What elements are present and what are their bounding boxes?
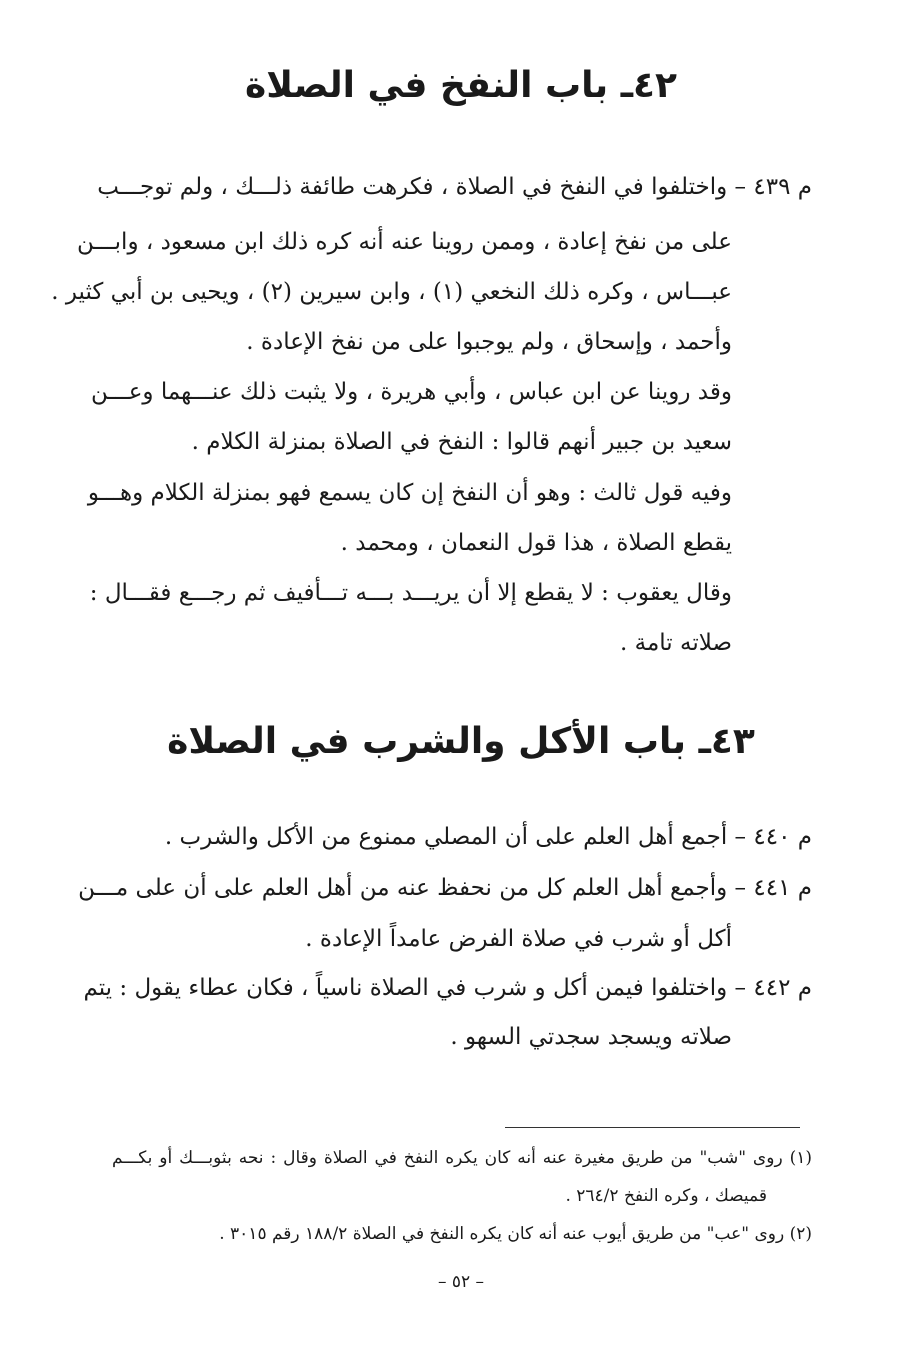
paragraph-line: م ٤٣٩ – واختلفوا في النفخ في الصلاة ، فكرهت طائفة ذلـــك ، ولم توجـــب (97, 174, 812, 200)
paragraph-line: م ٤٤١ – وأجمع أهل العلم كل من نحفظ عنه من أهل العلم على أن على مـــن (78, 875, 812, 901)
paragraph-line: م ٤٤٠ – أجمع أهل العلم على أن المصلي ممنوع من الأكل والشرب . (164, 824, 812, 850)
paragraph-line: صلاته تامة . (620, 630, 732, 656)
paragraph-line: أكل أو شرب في صلاة الفرض عامداً الإعادة . (305, 926, 732, 952)
paragraph-line: وأحمد ، وإسحاق ، ولم يوجبوا على من نفخ الإعادة . (246, 329, 732, 355)
footnote-divider (505, 1127, 800, 1128)
page-number: – ٥٢ – (437, 1272, 485, 1292)
section-heading-42: ٤٢ـ باب النفخ في الصلاة (245, 65, 677, 106)
paragraph-line: سعيد بن جبير أنهم قالوا : النفخ في الصلاة بمنزلة الكلام . (191, 429, 732, 455)
paragraph-line: يقطع الصلاة ، هذا قول النعمان ، ومحمد . (340, 530, 732, 556)
paragraph-line: وقال يعقوب : لا يقطع إلا أن يريـــد بـــه تـــأفيف ثم رجـــع فقـــال : (89, 580, 732, 606)
section-heading-43: ٤٣ـ باب الأكل والشرب في الصلاة (167, 721, 755, 762)
paragraph-line: وقد روينا عن ابن عباس ، وأبي هريرة ، ولا يثبت ذلك عنـــهما وعـــن (90, 379, 732, 405)
paragraph-line: عبـــاس ، وكره ذلك النخعي (١) ، وابن سيرين (٢) ، ويحيى بن أبي كثير . (51, 279, 732, 305)
paragraph-line: م ٤٤٢ – واختلفوا فيمن أكل و شرب في الصلاة ناسياً ، فكان عطاء يقول : يتم (83, 975, 812, 1001)
footnote-1-continued: قميصك ، وكره النفخ ٢٦٤/٢ . (565, 1186, 767, 1206)
paragraph-line: صلاته ويسجد سجدتي السهو . (450, 1024, 732, 1050)
paragraph-line: وفيه قول ثالث : وهو أن النفخ إن كان يسمع فهو بمنزلة الكلام وهـــو (87, 480, 732, 506)
footnote-2: (٢) روى "عب" من طريق أيوب عنه أنه كان يكره النفخ في الصلاة ١٨٨/٢ رقم ٣٠١٥ . (219, 1224, 812, 1244)
footnote-1: (١) روى "شب" من طريق مغيرة عنه أنه كان يكره النفخ في الصلاة وقال : نحه بثوبـــك أو بكـــم (112, 1148, 812, 1168)
paragraph-line: على من نفخ إعادة ، وممن روينا عنه أنه كره ذلك ابن مسعود ، وابـــن (76, 229, 732, 255)
